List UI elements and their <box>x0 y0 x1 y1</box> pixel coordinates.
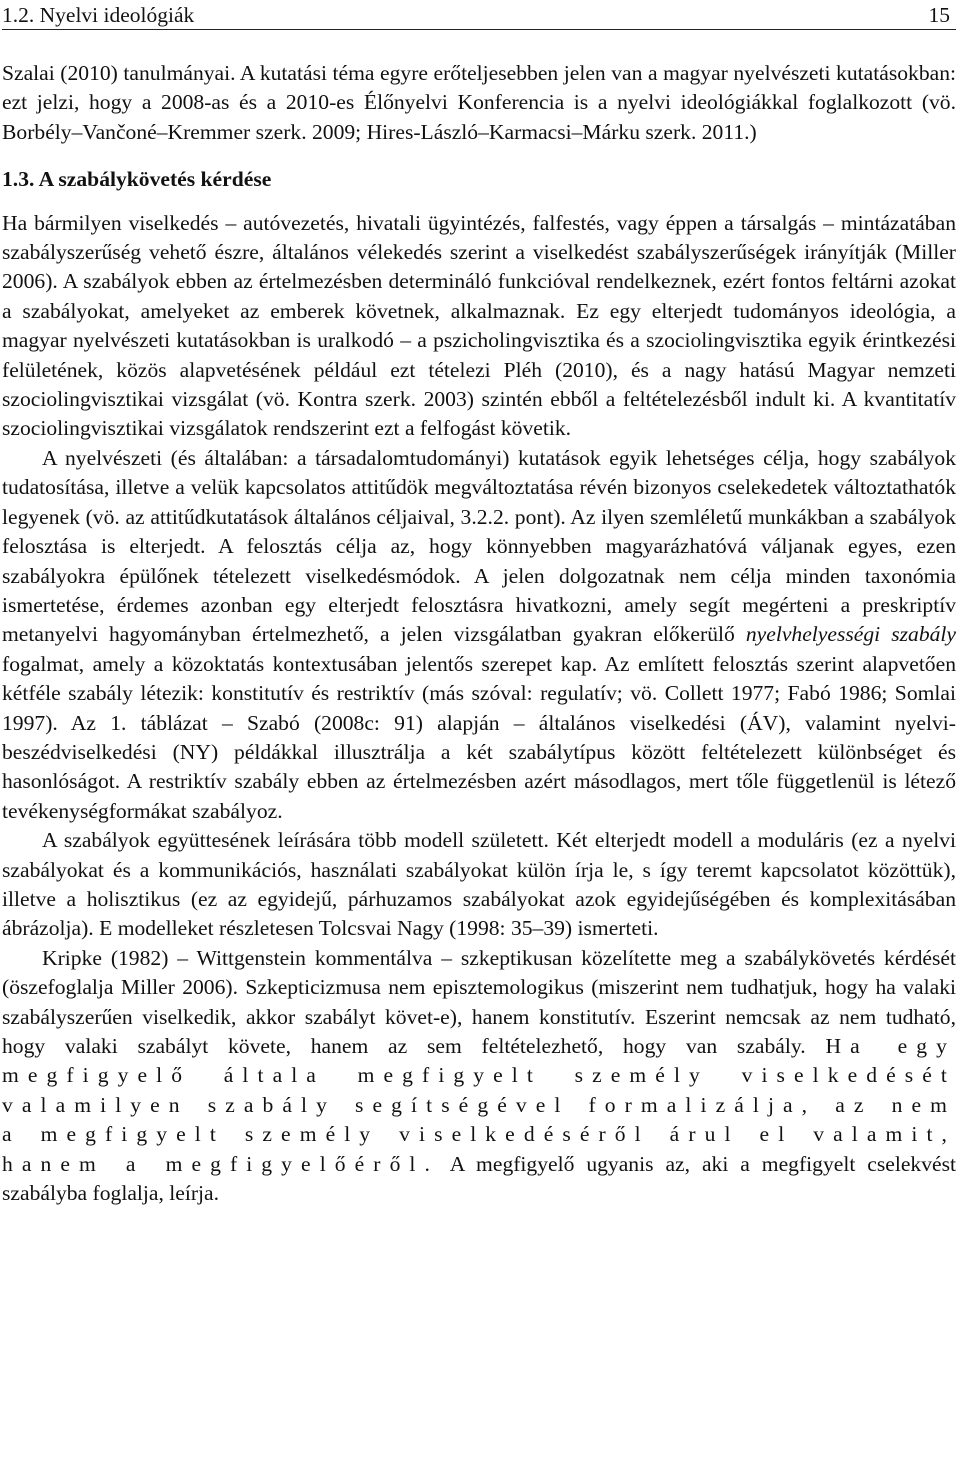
paragraph-rule-types <box>2 444 956 826</box>
section-title: 1.2. Nyelvi ideológiák <box>2 3 195 27</box>
paragraph-models: A szabályok együttesének leírására több modell született. Két elterjedt modell a moduláris (ez a nyelvi szabályokat és a kommunikációs, használati szabályokat külön írja le, s így teremt kapcsolatot közöttük), illetve a holisztikus (ez az egyidejű, párhuzamos szabályokat azok egyidejűségében és komplexitásában ábrázolja). E modelleket részletesen Tolcsvai Nagy (1998: 35–39) ismerteti. <box>2 828 956 941</box>
page-number: 15 <box>928 3 950 27</box>
running-header <box>2 0 956 30</box>
spaced-emphasis: Ha egy megfigyelő általa megfigyelt személy viselkedését valamilyen szabály segítségével formalizálja, az nem a megfigyelt személy viselkedéséről árul el valamit, hanem a megfigyelőéről. <box>2 1034 956 1176</box>
paragraph-kripke <box>2 944 956 1209</box>
paragraph-text: Kripke (1982) – Wittgenstein kommentálva – szkeptikusan közelítette meg a szabálykövetés kérdését (öszefoglalja Miller 2006). Szkepticizmusa nem episztemologikus (miszerint nem tudhatjuk, hogy ha valaki szabályszerűen viselkedik, akkor szabályt követ-e), hanem konstitutív. Eszerint nemcsak az nem tudható, hogy valaki szabályt követe, hanem az sem feltételezhető, hogy van szabály. <box>2 945 956 1058</box>
paragraph-intro: Szalai (2010) tanulmányai. A kutatási téma egyre erőteljesebben jelen van a magyar nyelvészeti kutatásokban: ezt jelzi, hogy a 2008-as és a 2010-es Élőnyelvi Konferencia is a nyelvi ideológiákkal foglalkozott (vö. Borbély–Vančoné–Kremmer szerk. 2009; Hires-László–Karmacsi–Márku szerk. 2011.) <box>2 61 956 144</box>
paragraph-text: fogalmat, amely a közoktatás kontextusában jelentős szerepet kap. Az említett felosztás szerint alapvetően kétféle szabály létezik: konstitutív és restriktív (más szóval: regulatív; vö. Collett 1977; Fabó 1986; Somlai 1997). Az 1. táblázat – Szabó (2008c: 91) alapján – általános viselkedési (ÁV), valamint nyelvi-beszédviselkedési (NY) példákkal illusztrálja a két szabálytípus között feltételezett különbséget és hasonlóságot. A restriktív szabály ebben az értelmezésben azért másodlagos, mert tőle függetlenül is létező tevékenységformákat szabályoz. <box>2 651 956 823</box>
paragraph-text: A megfigyelő ugyanis az, aki a megfigyelt cselekvést szabályba foglalja, leírja. <box>2 1151 956 1206</box>
section-heading: 1.3. A szabálykövetés kérdése <box>2 167 272 192</box>
paragraph-rules-behavior: Ha bármilyen viselkedés – autóvezetés, hivatali ügyintézés, falfestés, vagy éppen a társalgás – mintázatában szabályszerűség vehető észre, általános vélekedés szerint a viselkedést szabályszerűségek irányítják (Miller 2006). A szabályok ebben az értelmezésben determináló funkcióval rendelkeznek, ezért fontos feltárni azokat a szabályokat, amelyeket az emberek követnek, alkalmaznak. Ez egy elterjedt tudományos ideológia, a magyar nyelvészeti kutatásokban is uralkodó – a pszicholingvisztika és a szociolingvisztika egyik érintkezési felületének, közös alapvetésének például ezt tételezi Pléh (2010), és a nagy hatású Magyar nemzeti szociolingvisztikai vizsgálat (vö. Kontra szerk. 2003) szintén ebből a feltételezésből indult ki. A kvantitatív szociolingvisztikai vizsgálatok rendszerint ezt a felfogást követik. <box>2 210 956 441</box>
paragraph-text: A nyelvészeti (és általában: a társadalomtudományi) kutatások egyik lehetséges célja, hogy szabályok tudatosítása, illetve a velük kapcsolatos attitűdök megváltoztatása révén bizonyos cselekedetek változtathatók legyenek (vö. az attitűdkutatások általános céljaival, 3.2.2. pont). Az ilyen szemléletű munkákban a szabályok felosztása is elterjedt. A felosztás célja az, hogy könnyebben magyarázhatóvá váljanak egyes, ezen szabályokra épülőnek tételezett viselkedésmódok. A jelen dolgozatnak nem célja minden taxonómia ismertetése, érdemes azonban egy elterjedt felosztásra hivatkozni, amely segít megérteni a preskriptív metanyelvi hagyományban értelmezhető, a jelen vizsgálatban gyakran előkerülő <box>2 445 956 647</box>
italic-term: nyelvhelyességi szabály <box>745 622 956 647</box>
